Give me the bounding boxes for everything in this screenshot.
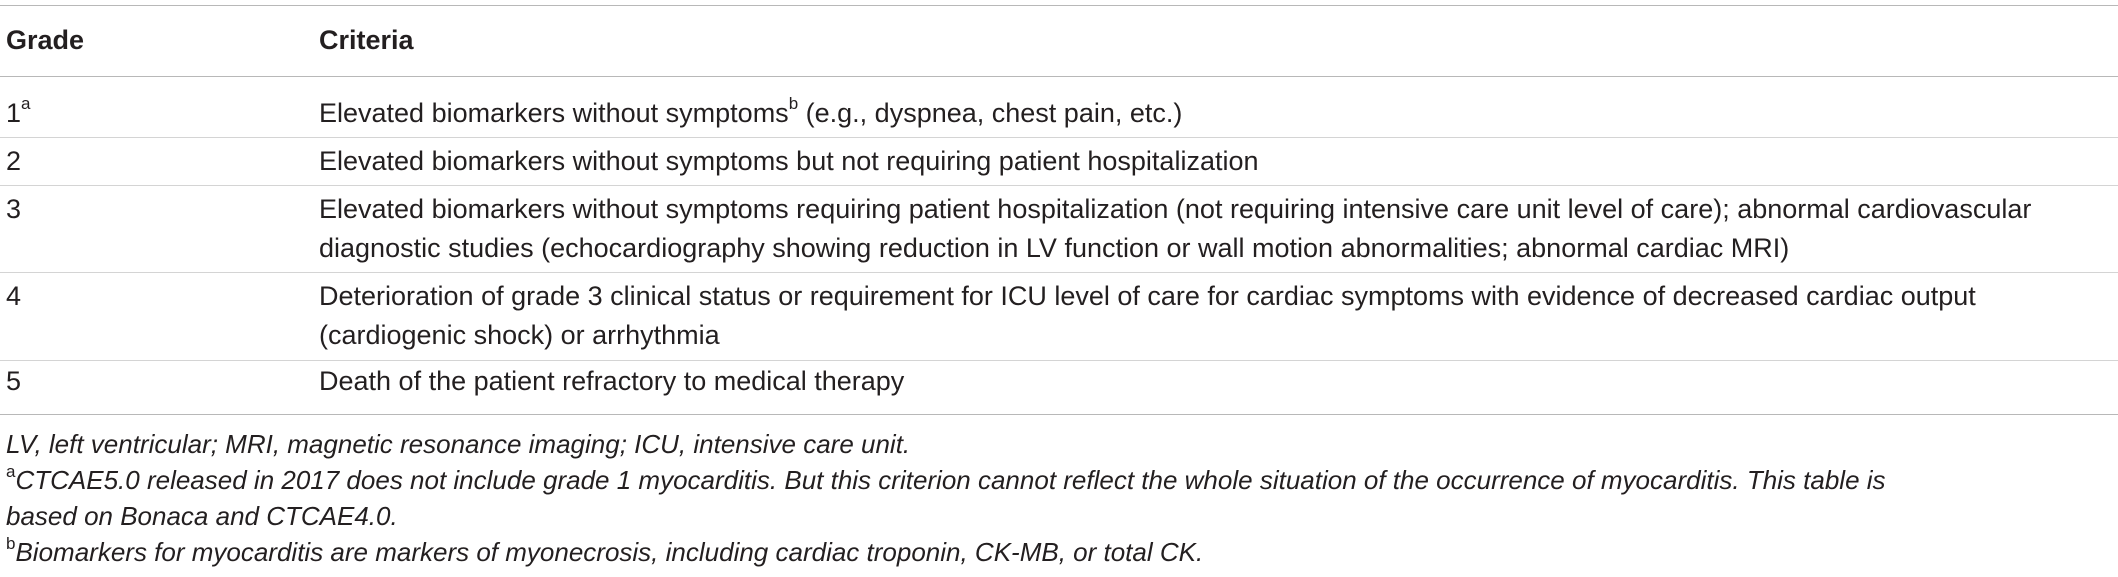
footnote-a-continued: based on Bonaca and CTCAE4.0. <box>6 501 398 531</box>
criteria-cell-4 <box>319 277 1976 355</box>
header-rule <box>0 76 2118 77</box>
footnote-a <box>6 462 2112 498</box>
header-grade: Grade <box>6 25 85 55</box>
footnote-text: Biomarkers for myocarditis are markers of myonecrosis, including cardiac troponin, CK-MB, or total CK. <box>15 537 1204 567</box>
footnote-b <box>6 534 2112 570</box>
criteria-line: (cardiogenic shock) or arrhythmia <box>319 320 720 350</box>
grade-cell-4: 4 <box>6 281 22 311</box>
criteria-text: Elevated biomarkers without symptoms <box>319 98 789 128</box>
table-top-rule <box>0 5 2118 6</box>
grade-cell-1 <box>6 94 31 133</box>
criteria-cell-5: Death of the patient refractory to medical therapy <box>319 366 905 396</box>
criteria-line: Elevated biomarkers without symptoms requiring patient hospitalization (not requiring intensive care unit level of care); abnormal cardiovascular <box>319 194 2032 224</box>
criteria-line: diagnostic studies (echocardiography showing reduction in LV function or wall motion abnormalities; abnormal cardiac MRI) <box>319 233 1790 263</box>
grade-cell-3: 3 <box>6 194 22 224</box>
table-bottom-rule <box>0 414 2118 415</box>
criteria-line: Deterioration of grade 3 clinical status or requirement for ICU level of care for cardiac symptoms with evidence of decreased cardiac output <box>319 281 1976 311</box>
footnote-marker: b <box>6 534 16 554</box>
footnote-marker: a <box>21 94 31 113</box>
grade-value: 1 <box>6 98 22 128</box>
grade-cell-5: 5 <box>6 366 22 396</box>
row-separator <box>0 272 2118 273</box>
footnote-text: CTCAE5.0 released in 2017 does not include grade 1 myocarditis. But this criterion cannot reflect the whole situation of the occurrence of myocarditis. This table is <box>15 465 1886 495</box>
footnote-marker: a <box>6 462 16 482</box>
criteria-text: (e.g., dyspnea, chest pain, etc.) <box>798 98 1183 128</box>
row-separator <box>0 360 2118 361</box>
footnote-abbreviations: LV, left ventricular; MRI, magnetic resonance imaging; ICU, intensive care unit. <box>6 429 911 459</box>
criteria-cell-1 <box>319 94 2114 133</box>
footnote-marker: b <box>788 94 799 113</box>
row-separator <box>0 137 2118 138</box>
header-criteria: Criteria <box>319 25 414 55</box>
criteria-cell-3 <box>319 190 2031 268</box>
grade-cell-2: 2 <box>6 146 22 176</box>
row-separator <box>0 185 2118 186</box>
criteria-cell-2: Elevated biomarkers without symptoms but not requiring patient hospitalization <box>319 146 1259 176</box>
